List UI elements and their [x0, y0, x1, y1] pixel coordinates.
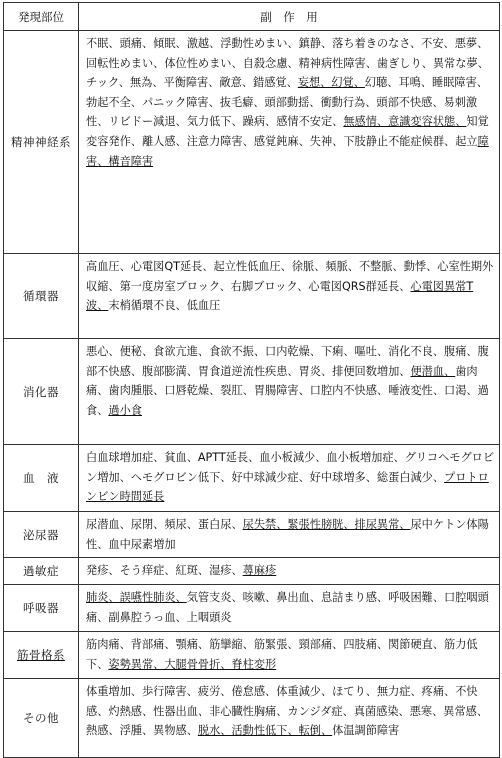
effects-cell: [79, 254, 500, 339]
site-label: 精神神経系: [11, 135, 71, 149]
underlined-effect-text: 尿失禁、緊張性膀胱、排尿異常、: [242, 518, 411, 531]
effect-text: 不眠、頭痛、傾眠、激越、浮動性めまい、鎮静、落ち着きのなさ、不安、悪夢、回転性めまい、体位性めまい、自殺念慮、精神病性障害、歯ぎしり、異常な夢、チック、無為、平衡障害、敵意、錯感覚、: [86, 37, 489, 90]
site-label: 筋骨格系: [17, 648, 65, 663]
underlined-effect-text: 便潜血、: [410, 364, 456, 378]
table-row: [4, 558, 500, 585]
underlined-effect-text: 肺炎、誤嚥性肺炎、: [86, 591, 187, 605]
side-effects-table: [3, 2, 500, 758]
site-label: 循環器: [23, 289, 59, 303]
effect-text: 体重増加、歩行障害、疲労、倦怠感、体重減少、ほてり、無力症、疼痛、不快感、灼熱感、性器出血、非心臓性胸痛、カンジダ症、真菌感染、悪寒、異常感、熱感、浮腫、異物感、: [86, 685, 489, 738]
underlined-effect-text: 妄想、幻覚、: [297, 76, 365, 90]
underlined-effect-text: 蕁麻疹: [242, 564, 277, 578]
site-cell: [4, 679, 79, 758]
site-label: 泌尿器: [23, 527, 59, 542]
effects-cell: [79, 512, 500, 558]
table-row: [4, 31, 500, 254]
table-row: [4, 445, 500, 512]
effect-text: 気管支炎、咳嗽、鼻出血、息詰まり感、呼吸困難、口腔咽頭痛、副鼻腔うっ血、上咽頭炎: [86, 591, 489, 624]
site-label: 消化器: [23, 384, 59, 399]
site-cell: [4, 558, 79, 585]
effect-text: 白血球増加症、貧血、APTT延長、血小板減少、血小板増加症、グリコヘモグロビン増加、ヘモグロビン低下、好中球減少症、好中球増多、総蛋白減少、: [86, 451, 495, 484]
effect-text: 歯肉痛、歯肉腫脹、口唇乾燥、裂肛、胃腸障害、口腔内不快感、唾液変性、口渇、過食、: [86, 364, 489, 417]
effect-text: 尿潜血、尿閉、頻尿、蛋白尿、: [86, 518, 243, 531]
underlined-effect-text: 障害、構音障害: [86, 134, 489, 168]
site-cell: [4, 632, 79, 679]
table-row: [4, 254, 500, 339]
effect-text: 知覚変容発作、離人感、注意力障害、感覚鈍麻、失神、下肢静止不能症候群、起立: [86, 115, 489, 148]
effects-cell: [79, 445, 500, 512]
table-row: [4, 585, 500, 632]
effects-cell: [79, 585, 500, 632]
table-row: [4, 512, 500, 558]
effect-text: 尿中ケトン体陽性、血中尿素増加: [86, 518, 489, 551]
underlined-effect-text: 無感情、意識変容状態、: [343, 115, 467, 129]
header-site: 発現部位: [4, 3, 79, 31]
effect-text: 筋肉痛、背部痛、顎痛、筋攣縮、筋緊張、頸部痛、四肢痛、関節硬直、筋力低下、: [86, 638, 478, 671]
side-effects-table-sheet: [3, 2, 499, 738]
effects-cell: [79, 339, 500, 445]
effects-cell: [79, 558, 500, 585]
effects-cell: [79, 31, 500, 254]
underlined-effect-text: 脱水、活動性低下、転倒、: [197, 724, 333, 738]
effect-text: 悪心、便秘、食欲亢進、食欲不振、口内乾燥、下痢、嘔吐、消化不良、腹痛、腹部不快感、腹部膨満、胃食道逆流性疾患、胃炎、排便回数増加、: [86, 345, 489, 378]
site-label: 呼吸器: [23, 601, 59, 616]
site-cell: [4, 31, 79, 254]
table-row: [4, 339, 500, 445]
site-cell: [4, 445, 79, 512]
site-label: 血 液: [23, 471, 59, 485]
table-header-row: [4, 3, 500, 31]
table-row: [4, 679, 500, 758]
site-cell: [4, 254, 79, 339]
underlined-effect-text: 姿勢異常、大腿骨骨折、脊柱変形: [108, 657, 277, 671]
effects-cell: [79, 632, 500, 679]
site-label: その他: [23, 711, 59, 726]
site-cell: [4, 585, 79, 632]
site-label: 過敏症: [23, 564, 59, 579]
effect-text: 幻聴、耳鳴、睡眠障害、勃起不全、パニック障害、抜毛癖、頭部動揺、衝動行為、頭部不快感、易刺激性、リビドー減退、気力低下、躁病、感情不安定、: [86, 76, 488, 129]
effect-text: 末梢循環不良、低血圧: [108, 299, 221, 313]
underlined-effect-text: 心電図異常T波、: [86, 279, 474, 313]
underlined-effect-text: プロトロンビン時間延長: [86, 470, 489, 504]
table-row: [4, 632, 500, 679]
header-effects: 副 作 用: [79, 3, 500, 31]
effects-cell: [79, 679, 500, 758]
effect-text: 体温調節障害: [332, 724, 400, 738]
effect-text: 高血圧、心電図QT延長、起立性低血圧、徐脈、頻脈、不整脈、動悸、心室性期外収縮、第一度房室ブロック、右脚ブロック、心電図QRS群延長、: [86, 260, 494, 293]
site-cell: [4, 339, 79, 445]
underlined-effect-text: 過小食: [108, 403, 142, 417]
effect-text: 発疹、そう痒症、紅斑、湿疹、: [86, 564, 243, 578]
site-cell: [4, 512, 79, 558]
